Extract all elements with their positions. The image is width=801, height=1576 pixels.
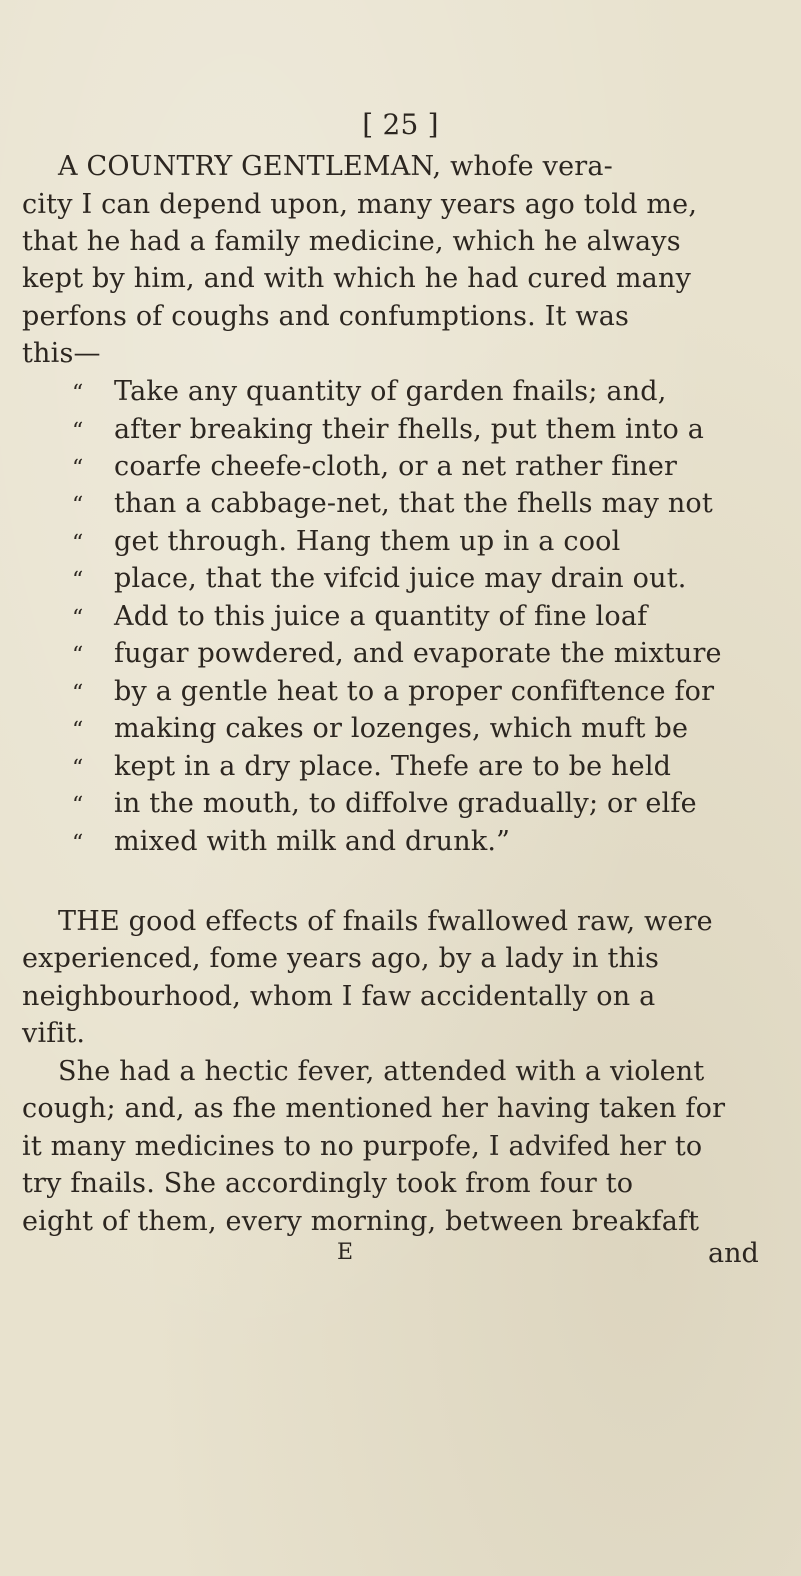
quote-mark: “ bbox=[72, 793, 84, 818]
quote-mark: “ bbox=[72, 568, 84, 593]
quote-text: by a gentle heat to a proper confiftence for bbox=[114, 676, 715, 707]
quote-line bbox=[72, 712, 688, 748]
text-line: cough; and, as fhe mentioned her having taken for bbox=[22, 1093, 726, 1124]
quote-line bbox=[72, 825, 510, 861]
text-line: this— bbox=[22, 338, 101, 369]
text-line: She had a hectic fever, attended with a violent bbox=[58, 1056, 705, 1087]
text-line: A COUNTRY GENTLEMAN, whofe vera- bbox=[58, 151, 613, 182]
quote-line bbox=[72, 562, 687, 598]
quote-line bbox=[72, 787, 697, 823]
quote-mark: “ bbox=[72, 643, 84, 668]
quote-mark: “ bbox=[72, 493, 84, 518]
quote-line bbox=[72, 675, 714, 711]
quote-line bbox=[72, 450, 677, 486]
quote-text: mixed with milk and drunk.” bbox=[114, 826, 511, 857]
text-line: THE good effects of fnails fwallowed raw, were bbox=[58, 906, 713, 937]
text-line: experienced, fome years ago, by a lady in this bbox=[22, 943, 660, 974]
quote-line bbox=[72, 375, 667, 411]
text-line: kept by him, and with which he had cured many bbox=[22, 263, 692, 294]
quote-mark: “ bbox=[72, 456, 84, 481]
quote-text: Add to this juice a quantity of fine loaf bbox=[114, 601, 648, 632]
quote-text: than a cabbage-net, that the fhells may not bbox=[114, 488, 713, 519]
quote-text: get through. Hang them up in a cool bbox=[114, 526, 621, 557]
quote-text: kept in a dry place. Thefe are to be held bbox=[114, 751, 672, 782]
text-line: vifit. bbox=[22, 1018, 86, 1049]
page-number: [ 25 ] bbox=[362, 108, 439, 141]
text-line: neighbourhood, whom I faw accidentally on a bbox=[22, 981, 656, 1012]
quote-line bbox=[72, 487, 713, 523]
text-line: it many medicines to no purpofe, I advifed her to bbox=[22, 1131, 703, 1162]
quote-mark: “ bbox=[72, 831, 84, 856]
quote-mark: “ bbox=[72, 606, 84, 631]
quote-line bbox=[72, 637, 722, 673]
quote-text: fugar powdered, and evaporate the mixture bbox=[114, 638, 722, 669]
quote-text: in the mouth, to diffolve gradually; or elfe bbox=[114, 788, 697, 819]
quote-text: after breaking their fhells, put them into a bbox=[114, 414, 705, 445]
quote-mark: “ bbox=[72, 756, 84, 781]
text-line: eight of them, every morning, between breakfaft bbox=[22, 1206, 700, 1237]
quote-text: Take any quantity of garden fnails; and, bbox=[114, 376, 667, 407]
quote-line bbox=[72, 525, 620, 561]
quote-text: place, that the vifcid juice may drain out. bbox=[114, 563, 687, 594]
quote-mark: “ bbox=[72, 681, 84, 706]
quote-mark: “ bbox=[72, 381, 84, 406]
signature-mark: E bbox=[337, 1240, 354, 1265]
quote-line bbox=[72, 600, 647, 636]
text-line: city I can depend upon, many years ago told me, bbox=[22, 189, 698, 220]
quote-mark: “ bbox=[72, 419, 84, 444]
quote-mark: “ bbox=[72, 531, 84, 556]
text-line: that he had a family medicine, which he always bbox=[22, 226, 681, 257]
quote-text: making cakes or lozenges, which muft be bbox=[114, 713, 689, 744]
quote-line bbox=[72, 413, 704, 449]
text-line: try fnails. She accordingly took from four to bbox=[22, 1168, 634, 1199]
text-line: perfons of coughs and confumptions. It was bbox=[22, 301, 630, 332]
quote-text: coarfe cheefe-cloth, or a net rather finer bbox=[114, 451, 678, 482]
catchword: and bbox=[708, 1238, 759, 1269]
quote-mark: “ bbox=[72, 718, 84, 743]
quote-line bbox=[72, 750, 671, 786]
